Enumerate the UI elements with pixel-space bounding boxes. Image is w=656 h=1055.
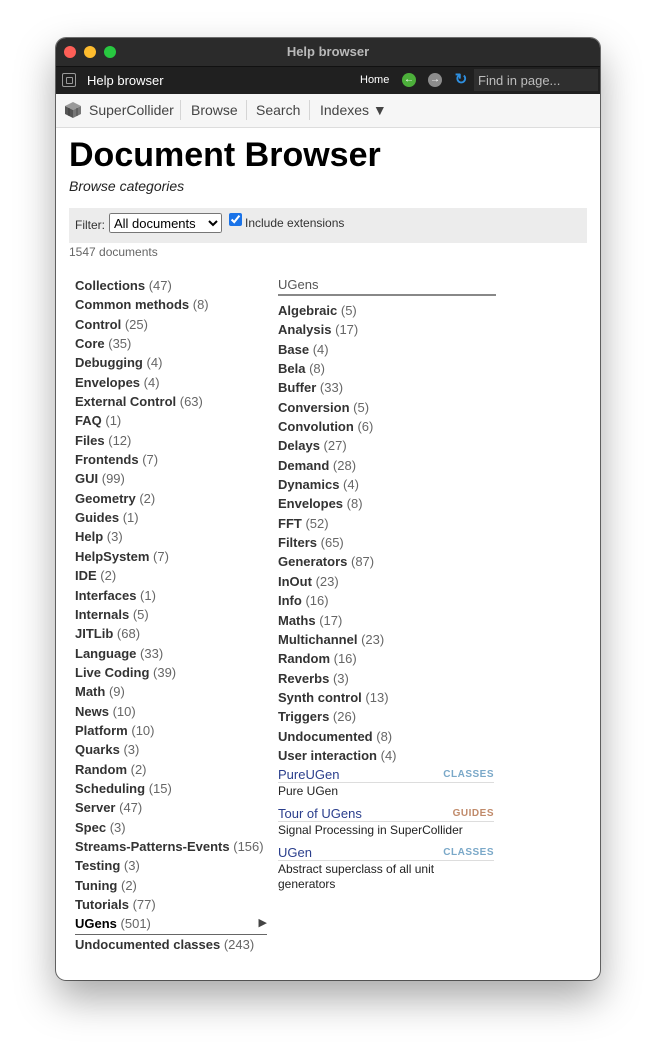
- document-header: [278, 846, 494, 861]
- category-count: (5): [132, 606, 149, 622]
- category-count: (35): [108, 336, 132, 352]
- category-item[interactable]: [75, 818, 267, 837]
- subcategory-name[interactable]: Dynamics: [278, 477, 340, 493]
- subcategory-item[interactable]: [278, 398, 496, 417]
- page-title: Document Browser: [69, 136, 381, 174]
- category-name[interactable]: Debugging: [75, 355, 143, 371]
- subcategory-item[interactable]: [278, 340, 496, 359]
- category-count: (1): [140, 587, 156, 603]
- nav-supercollider-link[interactable]: SuperCollider: [89, 102, 174, 118]
- category-count: (156): [233, 838, 264, 854]
- category-item[interactable]: [75, 798, 267, 817]
- nav-search-link[interactable]: Search: [256, 102, 301, 118]
- document-count: 1547 documents: [69, 245, 158, 259]
- subcategory-count: (8): [309, 361, 325, 377]
- subcategory-name[interactable]: Synth control: [278, 689, 362, 705]
- category-name[interactable]: Platform: [75, 722, 128, 738]
- document-title-link[interactable]: PureUGen: [278, 767, 340, 783]
- subcategory-count: (4): [312, 341, 329, 357]
- subcategory-count: (65): [320, 535, 344, 551]
- category-name[interactable]: Undocumented classes: [75, 936, 221, 952]
- category-name[interactable]: Files: [75, 432, 105, 448]
- category-item[interactable]: [75, 392, 267, 411]
- category-count: (3): [109, 819, 126, 835]
- category-item[interactable]: [75, 508, 267, 527]
- category-name[interactable]: Guides: [75, 510, 120, 526]
- category-count: (7): [153, 548, 169, 564]
- subcategory-count: (26): [332, 709, 357, 725]
- category-count: (2): [130, 761, 147, 777]
- subcategory-count: (17): [335, 322, 359, 338]
- category-item[interactable]: [75, 682, 267, 701]
- document-header: [278, 768, 494, 783]
- category-name[interactable]: Common methods: [75, 297, 190, 313]
- category-name[interactable]: Testing: [75, 858, 121, 874]
- document-description: Signal Processing in SuperCollider: [278, 823, 463, 838]
- category-name[interactable]: External Control: [75, 394, 177, 410]
- category-count: (39): [153, 664, 177, 680]
- help-browser-window: [56, 38, 600, 980]
- subcategory-count: (23): [361, 631, 385, 647]
- category-name[interactable]: JITLib: [75, 626, 114, 642]
- subcategory-count: (13): [365, 689, 389, 705]
- subcategory-name[interactable]: Convolution: [278, 419, 354, 435]
- category-name[interactable]: UGens: [75, 916, 117, 932]
- category-item[interactable]: [75, 295, 267, 314]
- subcategory-item[interactable]: [278, 514, 496, 533]
- subcategory-name[interactable]: Bela: [278, 361, 306, 377]
- category-count: (3): [123, 742, 140, 758]
- category-count: (68): [116, 626, 141, 642]
- category-item[interactable]: [75, 721, 267, 740]
- category-item[interactable]: [75, 779, 267, 798]
- document-description: Abstract superclass of all unit generators: [278, 862, 435, 892]
- forward-arrow-icon[interactable]: →: [430, 74, 440, 85]
- subcategory-item[interactable]: [278, 611, 496, 630]
- category-count: (7): [142, 452, 159, 468]
- category-name[interactable]: Spec: [75, 819, 107, 835]
- subcategory-name[interactable]: Buffer: [278, 380, 317, 396]
- subcategory-name[interactable]: Reverbs: [278, 670, 330, 686]
- subcategory-count: (5): [353, 399, 370, 415]
- category-name[interactable]: Collections: [75, 278, 146, 293]
- help-toolbar: [56, 66, 600, 94]
- supercollider-cube-icon: [64, 101, 82, 119]
- subcategory-name[interactable]: Conversion: [278, 399, 350, 415]
- nav-indexes-menu[interactable]: Indexes ▼: [320, 102, 387, 118]
- subcategory-name[interactable]: Multichannel: [278, 631, 358, 647]
- category-count: (1): [105, 413, 122, 429]
- category-name[interactable]: Tutorials: [75, 897, 129, 912]
- category-list: [75, 276, 267, 954]
- category-count: (12): [108, 432, 132, 448]
- category-name[interactable]: Frontends: [75, 452, 139, 468]
- document-title-link[interactable]: UGen: [278, 845, 312, 861]
- doc-navbar: [56, 94, 600, 128]
- category-item[interactable]: [75, 566, 267, 585]
- subcategory-item[interactable]: [278, 320, 496, 339]
- subcategory-item[interactable]: [278, 494, 496, 513]
- subcategory-item[interactable]: [278, 649, 496, 668]
- title-bar: [56, 38, 600, 66]
- category-count: (4): [146, 355, 163, 371]
- subcategory-item[interactable]: [278, 591, 496, 610]
- category-count: (1): [122, 510, 139, 526]
- category-name[interactable]: Language: [75, 645, 137, 661]
- category-item[interactable]: [75, 334, 267, 353]
- subcategory-name[interactable]: Demand: [278, 457, 330, 473]
- nav-divider: [246, 100, 247, 120]
- category-item[interactable]: [75, 876, 267, 895]
- subcategory-item[interactable]: [278, 533, 496, 552]
- category-name[interactable]: Geometry: [75, 490, 136, 506]
- back-arrow-icon[interactable]: ←: [404, 74, 414, 85]
- category-item[interactable]: [75, 644, 267, 663]
- subcategory-count: (52): [305, 515, 329, 531]
- document-list: [278, 768, 496, 892]
- subcategory-name[interactable]: User interaction: [278, 747, 377, 763]
- category-item[interactable]: [75, 431, 267, 450]
- document-kind-badge: CLASSES: [443, 769, 494, 781]
- subcategory-item[interactable]: [278, 746, 496, 765]
- category-name[interactable]: Math: [75, 684, 106, 700]
- category-item[interactable]: [75, 547, 267, 566]
- document-entry: [278, 768, 494, 799]
- nav-browse-link[interactable]: Browse: [191, 102, 238, 118]
- category-name[interactable]: Internals: [75, 606, 130, 622]
- subcategory-name[interactable]: Info: [278, 593, 302, 609]
- nav-divider: [180, 100, 181, 120]
- subcategory-item[interactable]: [278, 707, 496, 726]
- filter-label: Filter:: [75, 218, 105, 232]
- category-item[interactable]: [75, 837, 267, 856]
- category-item[interactable]: [75, 373, 267, 392]
- filter-select[interactable]: [109, 213, 222, 233]
- subcategory-name[interactable]: Base: [278, 341, 310, 357]
- category-name[interactable]: Core: [75, 336, 105, 352]
- subcategory-count: (5): [340, 303, 357, 318]
- category-name[interactable]: Scheduling: [75, 780, 146, 796]
- category-name[interactable]: FAQ: [75, 413, 102, 429]
- category-name[interactable]: Help: [75, 529, 104, 545]
- category-count: (8): [192, 297, 209, 313]
- category-count: (2): [139, 490, 156, 506]
- subcategory-count: (3): [332, 670, 349, 686]
- category-item[interactable]: [75, 489, 267, 508]
- category-count: (3): [106, 529, 123, 545]
- category-count: (2): [100, 568, 117, 584]
- subcategory-name[interactable]: Filters: [278, 535, 318, 551]
- subcategory-item[interactable]: [278, 436, 496, 455]
- subcategory-count: (27): [323, 438, 347, 454]
- subcategory-count: (23): [315, 573, 339, 589]
- category-item[interactable]: [75, 856, 267, 875]
- category-name[interactable]: HelpSystem: [75, 548, 150, 564]
- category-name[interactable]: Control: [75, 316, 122, 332]
- document-kind-badge: CLASSES: [443, 847, 494, 859]
- category-name[interactable]: Envelopes: [75, 374, 141, 390]
- category-count: (3): [123, 858, 140, 874]
- category-item[interactable]: [75, 469, 267, 488]
- category-name[interactable]: Quarks: [75, 742, 120, 758]
- subcategory-name[interactable]: Maths: [278, 612, 316, 628]
- category-name[interactable]: Live Coding: [75, 664, 150, 680]
- category-name[interactable]: Streams-Patterns-Events: [75, 838, 230, 854]
- category-name[interactable]: Server: [75, 800, 116, 816]
- subcategory-count: (33): [319, 380, 344, 396]
- subcategory-item[interactable]: [278, 688, 496, 707]
- document-header: [278, 807, 494, 822]
- category-name[interactable]: IDE: [75, 568, 97, 584]
- toolbar-title: Help browser: [87, 73, 164, 88]
- category-item[interactable]: [75, 663, 267, 682]
- document-description: Pure UGen: [278, 784, 339, 799]
- subcategory-item[interactable]: [278, 359, 496, 378]
- document-kind-badge: GUIDES: [452, 808, 494, 820]
- category-item[interactable]: [75, 450, 267, 469]
- category-count: (77): [132, 897, 156, 912]
- subcategory-name[interactable]: Triggers: [278, 709, 330, 725]
- category-name[interactable]: News: [75, 703, 109, 719]
- category-count: (15): [148, 780, 172, 796]
- category-count: (243): [223, 936, 255, 952]
- category-item[interactable]: [75, 353, 267, 372]
- subcategory-count: (8): [346, 496, 363, 512]
- category-item[interactable]: [75, 895, 267, 914]
- subcategory-item[interactable]: [278, 378, 496, 397]
- category-item[interactable]: [75, 760, 267, 779]
- subcategory-count: (6): [357, 419, 374, 435]
- category-name[interactable]: Random: [75, 761, 127, 777]
- category-item[interactable]: [75, 914, 267, 934]
- subcategory-count: (4): [380, 747, 397, 763]
- find-in-page-input[interactable]: [474, 69, 598, 91]
- subcategory-name[interactable]: Algebraic: [278, 303, 338, 318]
- category-count: (25): [124, 316, 148, 332]
- subcategory-item[interactable]: [278, 727, 496, 746]
- page-subtitle: Browse categories: [69, 178, 185, 194]
- subcategory-name[interactable]: FFT: [278, 515, 302, 531]
- subcategory-list: [278, 301, 496, 765]
- category-item[interactable]: [75, 527, 267, 546]
- subcategory-item[interactable]: [278, 417, 496, 436]
- reload-icon[interactable]: ↻: [454, 71, 468, 88]
- category-count: (501): [120, 916, 151, 932]
- subcategory-name[interactable]: InOut: [278, 573, 312, 589]
- subcategory-item[interactable]: [278, 669, 496, 688]
- category-item[interactable]: [75, 411, 267, 430]
- category-name[interactable]: GUI: [75, 471, 99, 487]
- category-count: (9): [108, 684, 125, 700]
- subcategory-item[interactable]: [278, 301, 496, 320]
- subcategory-count: (16): [305, 593, 329, 609]
- category-count: (4): [143, 374, 160, 390]
- category-count: (10): [112, 703, 136, 719]
- category-item[interactable]: [75, 276, 267, 295]
- include-extensions-checkbox[interactable]: [229, 213, 242, 226]
- category-count: (2): [120, 877, 137, 893]
- category-count: (47): [148, 278, 172, 293]
- subcategory-name[interactable]: Undocumented: [278, 728, 373, 744]
- home-button[interactable]: Home: [360, 74, 390, 86]
- subcategory-count: (17): [319, 612, 343, 628]
- expand-arrow-icon: ▶: [258, 917, 267, 930]
- subcategory-count: (16): [333, 651, 357, 667]
- subcategory-name[interactable]: Generators: [278, 554, 348, 570]
- dock-toggle-icon[interactable]: [62, 73, 76, 87]
- subcategory-item[interactable]: [278, 630, 496, 649]
- nav-divider: [309, 100, 310, 120]
- document-title-link[interactable]: Tour of UGens: [278, 806, 362, 822]
- category-count: (33): [140, 645, 164, 661]
- category-name[interactable]: Interfaces: [75, 587, 137, 603]
- include-extensions-label: Include extensions: [245, 216, 345, 230]
- category-item[interactable]: [75, 315, 267, 334]
- subcategory-name[interactable]: Envelopes: [278, 496, 344, 512]
- subcategory-count: (8): [376, 728, 393, 744]
- category-item[interactable]: [75, 935, 267, 954]
- subcategory-count: (4): [343, 477, 359, 493]
- document-entry: [278, 846, 494, 892]
- category-item[interactable]: [75, 740, 267, 759]
- window-title: Help browser: [286, 44, 370, 59]
- category-item[interactable]: [75, 624, 267, 643]
- subcategory-panel: [278, 278, 496, 892]
- category-item[interactable]: [75, 702, 267, 721]
- category-count: (63): [179, 394, 203, 410]
- category-count: (47): [119, 800, 143, 816]
- subcategory-item[interactable]: [278, 572, 496, 591]
- subcategory-item[interactable]: [278, 475, 496, 494]
- category-count: (10): [131, 722, 155, 738]
- category-count: (99): [101, 471, 125, 487]
- subcategory-item[interactable]: [278, 552, 496, 571]
- subcategory-heading: UGens: [278, 278, 496, 296]
- category-name[interactable]: Tuning: [75, 877, 118, 893]
- document-entry: [278, 807, 494, 838]
- category-item[interactable]: [75, 586, 267, 605]
- subcategory-count: (28): [332, 457, 357, 473]
- subcategory-item[interactable]: [278, 456, 496, 475]
- subcategory-count: (87): [351, 554, 375, 570]
- filter-bar: [69, 208, 587, 243]
- subcategory-name[interactable]: Analysis: [278, 322, 332, 338]
- subcategory-name[interactable]: Random: [278, 651, 330, 667]
- subcategory-name[interactable]: Delays: [278, 438, 320, 454]
- category-item[interactable]: [75, 605, 267, 624]
